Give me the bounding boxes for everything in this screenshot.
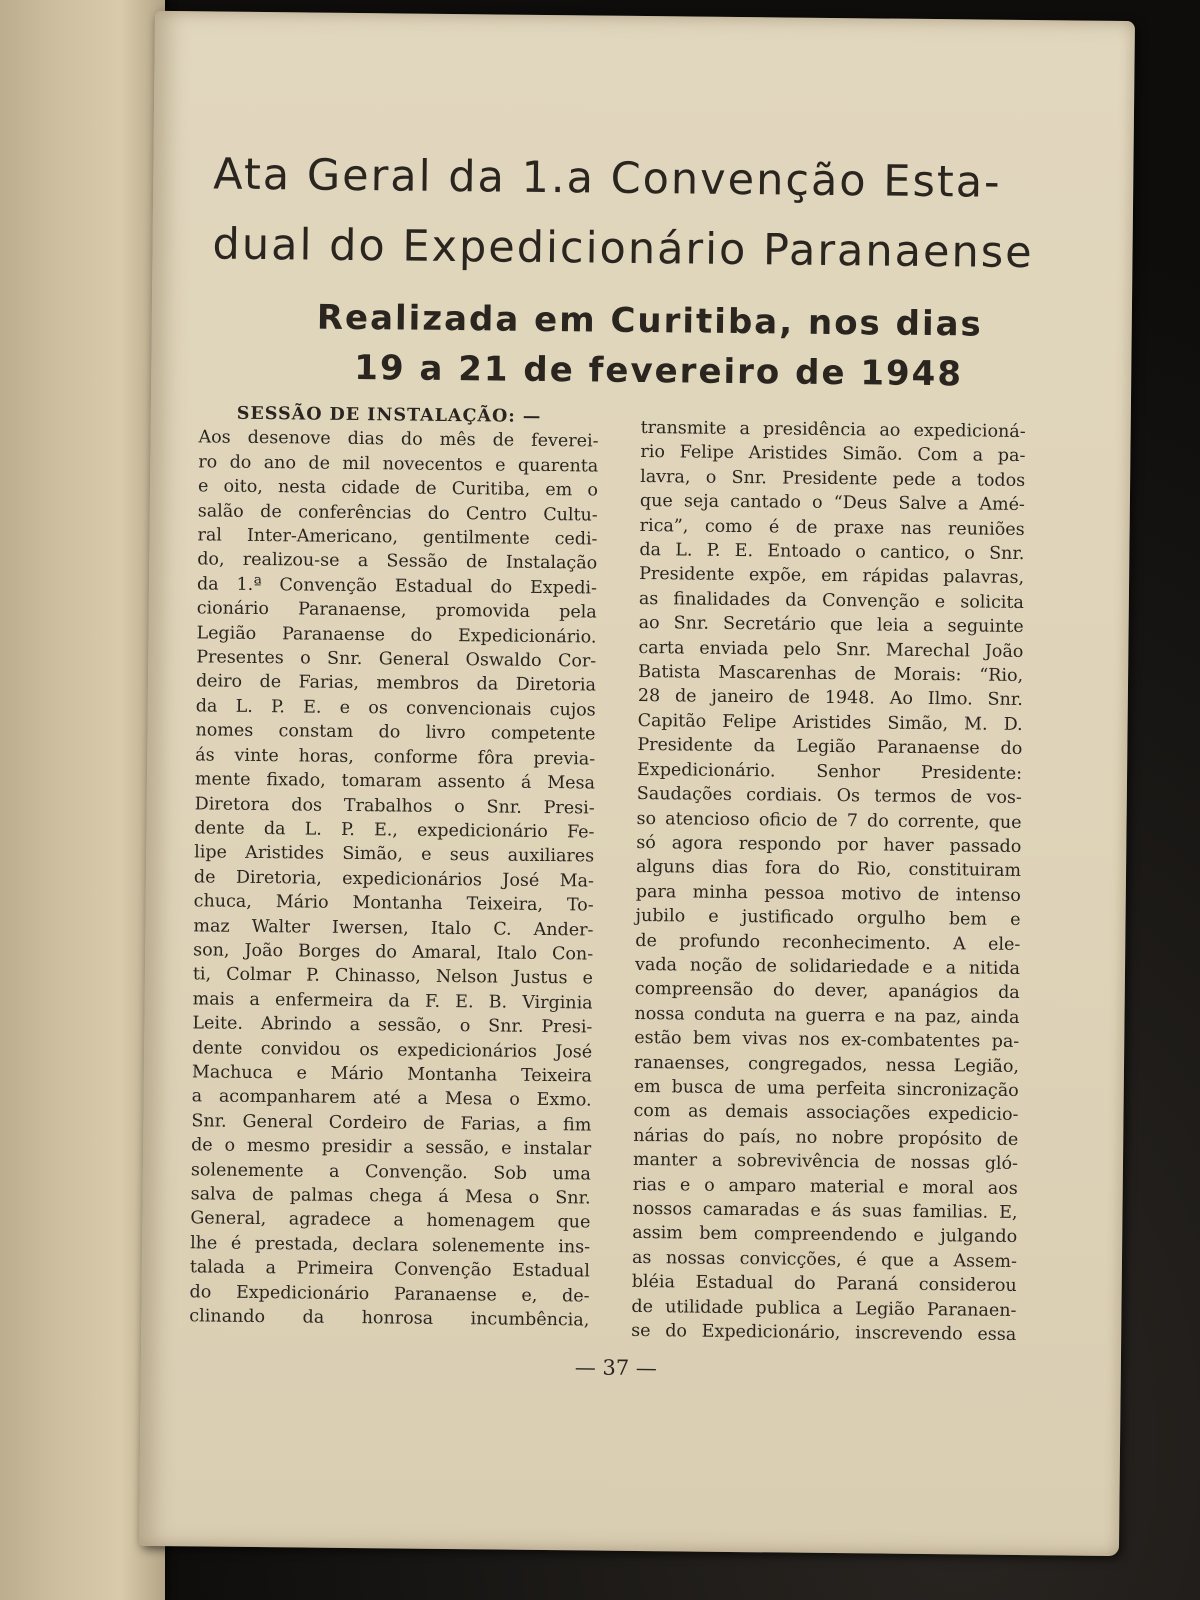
text-line: Aos desenove dias do mês de feverei- xyxy=(198,427,599,452)
text-line: Diretora dos Trabalhos o Snr. Presi- xyxy=(194,793,595,819)
text-line: em busca de uma perfeita sincronização xyxy=(633,1076,1019,1101)
text-line: manter a sobrevivência de nossas gló- xyxy=(632,1150,1019,1175)
left-text-column xyxy=(189,401,599,1333)
right-text-column xyxy=(631,416,1026,1347)
text-line: son, João Borges do Amaral, Italo Con- xyxy=(193,940,594,965)
text-line: bléia Estadual do Paraná considerou xyxy=(631,1272,1017,1297)
text-line: Leite. Abrindo a sessão, o Snr. Presi- xyxy=(192,1013,593,1038)
text-line: mente fixado, tomaram assento á Mesa xyxy=(194,769,596,794)
text-line: Capitão Felipe Aristides Simão, M. D. xyxy=(637,710,1023,735)
text-line: compreensão do dever, apanágios da xyxy=(634,979,1020,1004)
text-line: vada noção de solidariedade e a nitida xyxy=(634,954,1021,979)
text-line: dente convidou os expedicionários José xyxy=(192,1037,593,1063)
text-line: as finalidades da Convenção e solicita xyxy=(638,588,1024,613)
text-line: de profundo reconhecimento. A ele- xyxy=(635,930,1021,955)
text-line: lhe é prestada, declara solenemente ins- xyxy=(190,1233,591,1258)
text-line: Presidente da Legião Paranaense do xyxy=(637,735,1023,760)
text-line: ranaenses, congregados, nessa Legião, xyxy=(633,1052,1020,1077)
text-line: nossos camaradas e ás suas familias. E, xyxy=(632,1198,1018,1223)
text-line: de o mesmo presidir a sessão, e instalar xyxy=(191,1135,592,1160)
text-line: de utilidade publica a Legião Paranaen- xyxy=(631,1296,1017,1321)
text-line: se do Expedicionário, inscrevendo essa xyxy=(631,1320,1017,1345)
text-line: alguns dias fora do Rio, constituiram xyxy=(635,857,1022,882)
text-line: do, realizou-se a Sessão de Instalação xyxy=(197,549,598,574)
text-line: General, agradece a homenagem que xyxy=(190,1208,591,1233)
text-line: que seja cantado o “Deus Salve a Amé- xyxy=(639,491,1026,516)
text-line: Machuca e Mário Montanha Teixeira xyxy=(191,1062,592,1087)
text-line: Presidente expõe, em rápidas palavras, xyxy=(639,564,1025,589)
text-line: nárias do país, no nobre propósito de xyxy=(633,1125,1019,1150)
text-line: rio Felipe Aristides Simão. Com a pa- xyxy=(640,442,1026,467)
text-line: do Expedicionário Paranaense e, de- xyxy=(189,1281,590,1307)
title-line: Ata Geral da 1.a Convenção Esta- xyxy=(213,149,1002,208)
text-line: lipe Aristides Simão, e seus auxiliares xyxy=(194,842,595,867)
book-page xyxy=(139,11,1135,1556)
text-line: jubilo e justificado orgulho bem e xyxy=(635,906,1021,931)
text-line: ao Snr. Secretário que leia a seguinte xyxy=(638,613,1024,638)
subtitle-line: Realizada em Curitiba, nos dias xyxy=(316,297,983,345)
text-line: clinando da honrosa incumbência, xyxy=(189,1306,590,1331)
document-subtitle xyxy=(316,293,983,400)
text-line: Expedicionário. Senhor Presidente: xyxy=(637,759,1023,784)
text-line: ti, Colmar P. Chinasso, Nelson Justus e xyxy=(192,964,594,989)
text-line: rica”, como é de praxe nas reuniões xyxy=(639,515,1025,540)
text-line: dente da L. P. E., expedicionário Fe- xyxy=(194,818,595,843)
text-line: Batista Mascarenhas de Morais: “Rio, xyxy=(638,662,1024,687)
text-line: chuca, Mário Montanha Teixeira, To- xyxy=(193,891,594,916)
text-line: só agora respondo por haver passado xyxy=(636,832,1022,857)
text-line: as nossas convicções, é que a Assem- xyxy=(631,1247,1018,1272)
text-line: estão bem vivas nos ex-combatentes pa- xyxy=(634,1028,1020,1053)
text-line: e oito, nesta cidade de Curitiba, em o xyxy=(197,476,599,501)
text-line: talada a Primeira Convenção Estadual xyxy=(189,1257,590,1282)
title-line: dual do Expedicionário Paranaense xyxy=(212,219,1034,279)
document-title xyxy=(212,139,1073,288)
text-line: da 1.ª Convenção Estadual do Expedi- xyxy=(196,574,598,599)
text-line: salva de palmas chega á Mesa o Snr. xyxy=(190,1184,591,1209)
text-line: da L. P. E. Entoado o cantico, o Snr. xyxy=(639,540,1025,565)
text-line: Presentes o Snr. General Oswaldo Cor- xyxy=(196,647,597,672)
text-line: rias e o amparo material e moral aos xyxy=(632,1174,1018,1199)
page-number: — 37 — xyxy=(574,1355,657,1381)
text-line: com as demais associações expedicio- xyxy=(633,1101,1019,1126)
text-line: de Diretoria, expedicionários José Ma- xyxy=(193,867,595,892)
text-line: Legião Paranaense do Expedicionário. xyxy=(196,622,597,648)
text-line: carta enviada pelo Snr. Marechal João xyxy=(638,637,1024,662)
text-line: maz Walter Iwersen, Italo C. Ander- xyxy=(193,915,594,941)
text-line: deiro de Farias, membros da Diretoria xyxy=(195,671,597,696)
text-line: cionário Paranaense, promovida pela xyxy=(196,598,597,623)
text-line: lavra, o Snr. Presidente pede a todos xyxy=(640,466,1026,491)
subtitle-line: 19 a 21 de fevereiro de 1948 xyxy=(354,347,964,395)
section-heading: SESSÃO DE INSTALAÇÃO: — xyxy=(236,403,542,427)
text-line: transmite a presidência ao expedicioná- xyxy=(640,417,1026,443)
text-line: nomes constam do livro competente xyxy=(195,720,596,745)
text-line: assim bem compreendendo e julgando xyxy=(632,1223,1018,1248)
text-line: 28 de janeiro de 1948. Ao Ilmo. Snr. xyxy=(637,686,1023,711)
text-line: da L. P. E. e os convencionais cujos xyxy=(195,696,596,721)
text-line: ral Inter-Americano, gentilmente cedi- xyxy=(197,525,598,550)
text-line: salão de conferências do Centro Cultu- xyxy=(197,500,598,526)
text-line: ro do ano de mil novecentos e quarenta xyxy=(198,452,599,477)
text-line: nossa conduta na guerra e na paz, ainda xyxy=(634,1003,1020,1028)
text-line: mais a enfermeira da F. E. B. Virginia xyxy=(192,989,593,1014)
text-line: solenemente a Convenção. Sob uma xyxy=(190,1159,591,1185)
text-line: Saudações cordiais. Os termos de vos- xyxy=(636,784,1022,809)
text-line: so atencioso oficio de 7 do corrente, que xyxy=(636,808,1022,833)
text-line: para minha pessoa motivo de intenso xyxy=(635,881,1021,906)
text-line: Snr. General Cordeiro de Farias, a fim xyxy=(191,1111,592,1136)
text-line: a acompanharem até a Mesa o Exmo. xyxy=(191,1086,592,1111)
text-line: ás vinte horas, conforme fôra previa- xyxy=(195,745,596,770)
